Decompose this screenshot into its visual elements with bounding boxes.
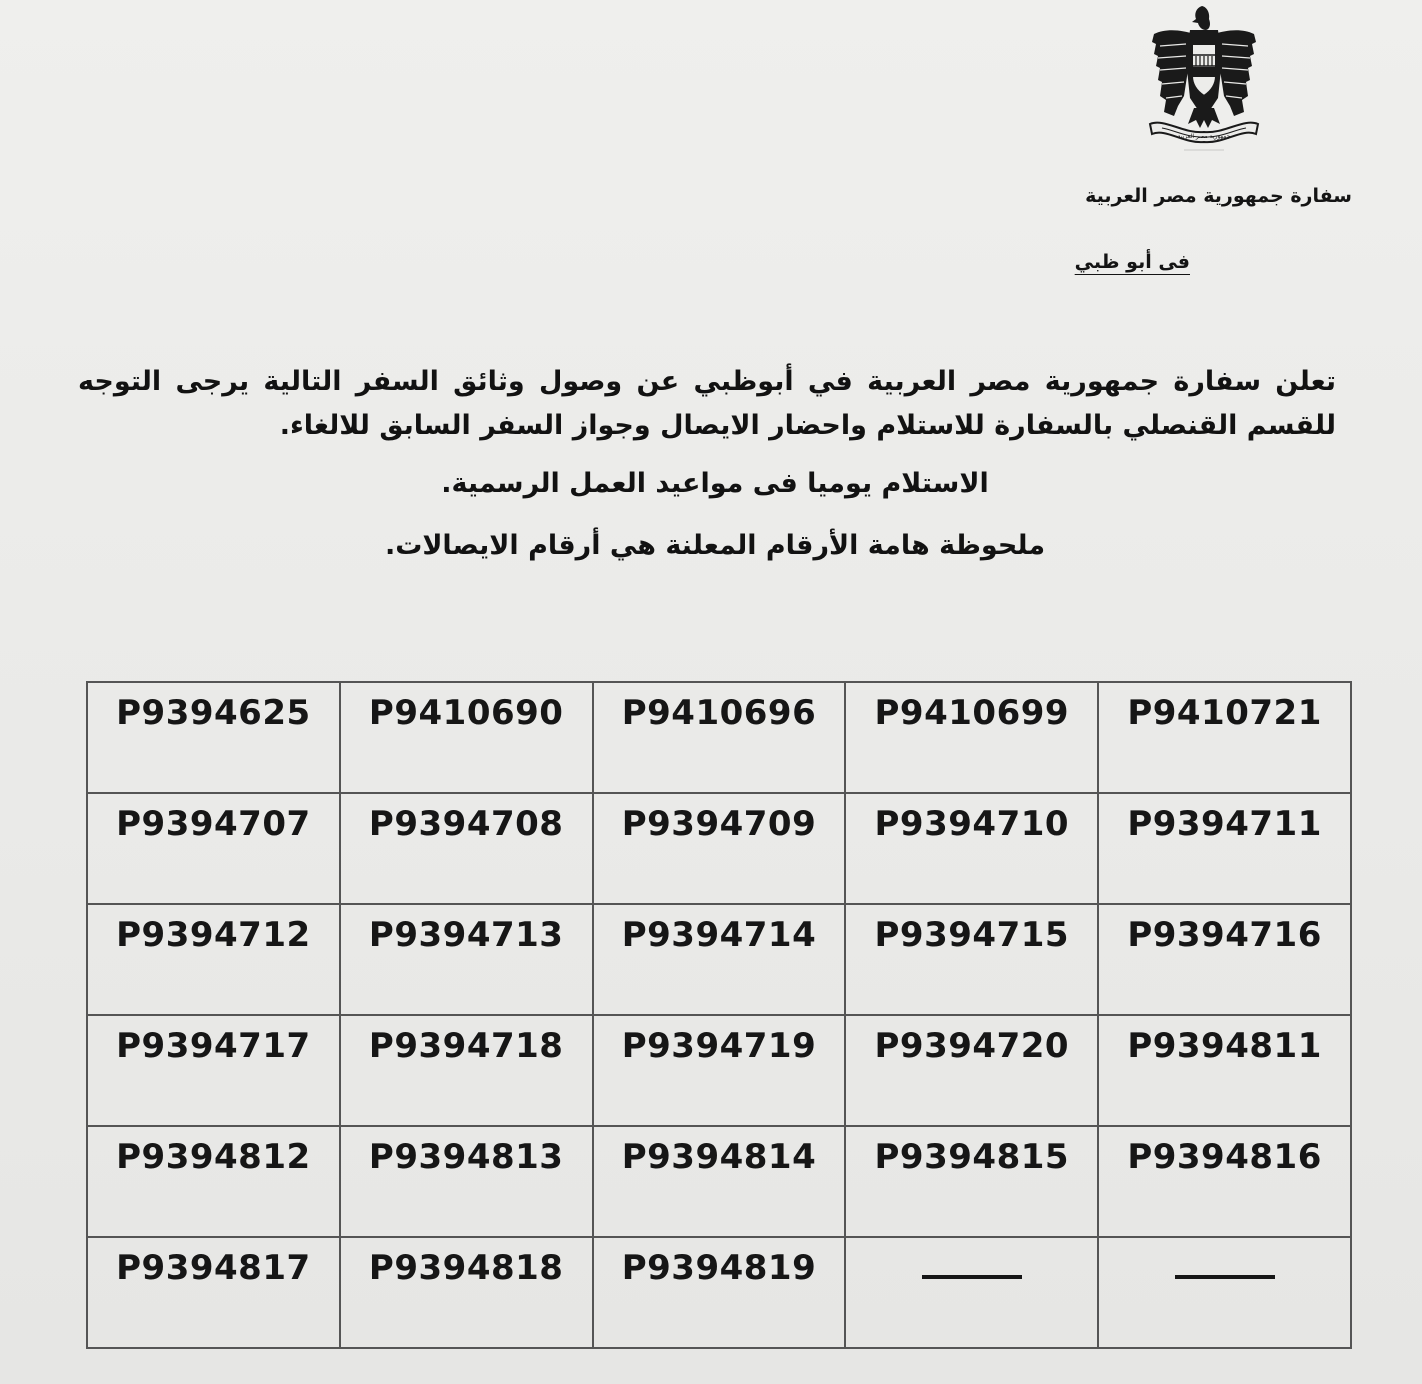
receipt-cell [593,682,846,793]
emblem-caption: جمهورية مصر العربية [1177,133,1231,140]
receipt-cell [87,1126,340,1237]
receipt-number: P9394717 [116,1026,311,1066]
receipt-table-body [87,682,1351,1348]
receipt-number: P9394817 [116,1248,311,1288]
embassy-city: فى أبو ظبي [1074,251,1190,273]
announcement-paragraph: تعلن سفارة جمهورية مصر العربية في أبوظبي عن وصول وثائق السفر التالية يرجى التوجه للقسم القنصلي بالسفارة للاستلام واحضار الايصال وجواز السفر السابق للالغاء. [78,366,1336,441]
receipt-cell [1098,793,1351,904]
announcement-body [78,360,1352,568]
receipt-number: P9394710 [874,804,1070,844]
receipt-cell [845,904,1098,1015]
pickup-note: الاستلام يوميا فى مواعيد العمل الرسمية. [441,468,989,499]
receipt-number: P9394708 [368,804,564,844]
table-row [87,904,1351,1015]
table-row [87,1237,1351,1348]
receipt-cell [845,1237,1098,1348]
receipt-cell [1098,682,1351,793]
receipt-number: P9394813 [368,1137,564,1177]
empty-cell-dash [1175,1275,1275,1279]
receipt-cell [340,904,593,1015]
receipt-number: P9394818 [368,1248,564,1288]
receipt-number: P9410696 [621,693,817,733]
table-row [87,1015,1351,1126]
receipt-number: P9394714 [621,915,817,955]
receipt-number: P9394709 [621,804,817,844]
receipt-number: P9394811 [1127,1026,1322,1066]
receipt-cell [1098,1237,1351,1348]
receipt-number: P9394711 [1127,804,1322,844]
table-row [87,1126,1351,1237]
receipt-cell [87,1237,340,1348]
receipt-number: P9410721 [1127,693,1322,733]
table-row [87,682,1351,793]
receipt-number: P9410690 [368,693,564,733]
receipt-number: P9394815 [874,1137,1070,1177]
empty-cell-dash [922,1275,1022,1279]
receipt-cell [593,1237,846,1348]
receipt-number: P9394716 [1127,915,1322,955]
receipt-number: P9394814 [621,1137,817,1177]
receipt-cell [593,793,846,904]
receipt-cell [845,1126,1098,1237]
receipt-cell [593,904,846,1015]
receipt-number: P9394713 [368,915,564,955]
receipt-number: P9394819 [621,1248,817,1288]
receipt-cell [1098,1015,1351,1126]
receipt-cell [340,1237,593,1348]
receipt-cell [1098,904,1351,1015]
receipt-number: P9394812 [116,1137,311,1177]
receipt-number: P9394720 [874,1026,1070,1066]
letterhead [932,178,1352,280]
receipt-cell [340,682,593,793]
receipt-cell [1098,1126,1351,1237]
receipt-cell [845,682,1098,793]
receipt-cell [340,1015,593,1126]
receipt-cell [87,1015,340,1126]
receipt-cell [845,793,1098,904]
embassy-name: سفارة جمهورية مصر العربية [1085,185,1352,207]
receipt-cell [87,904,340,1015]
receipt-number: P9394816 [1127,1137,1322,1177]
receipt-number: P9394625 [116,693,311,733]
important-note: ملحوظة هامة الأرقام المعلنة هي أرقام الايصالات. [384,530,1046,561]
receipt-numbers-table [86,681,1352,1349]
receipt-cell [87,793,340,904]
receipt-cell [340,1126,593,1237]
receipt-number: P9410699 [874,693,1070,733]
receipt-number: P9394715 [874,915,1070,955]
receipt-number: P9394718 [368,1026,564,1066]
receipt-cell [845,1015,1098,1126]
egypt-eagle-emblem-icon [1144,0,1264,158]
receipt-cell [593,1126,846,1237]
table-row [87,793,1351,904]
receipt-number: P9394712 [116,915,311,955]
receipt-number: P9394719 [621,1026,817,1066]
receipt-cell [340,793,593,904]
receipt-number: P9394707 [116,804,311,844]
receipt-cell [593,1015,846,1126]
receipt-cell [87,682,340,793]
